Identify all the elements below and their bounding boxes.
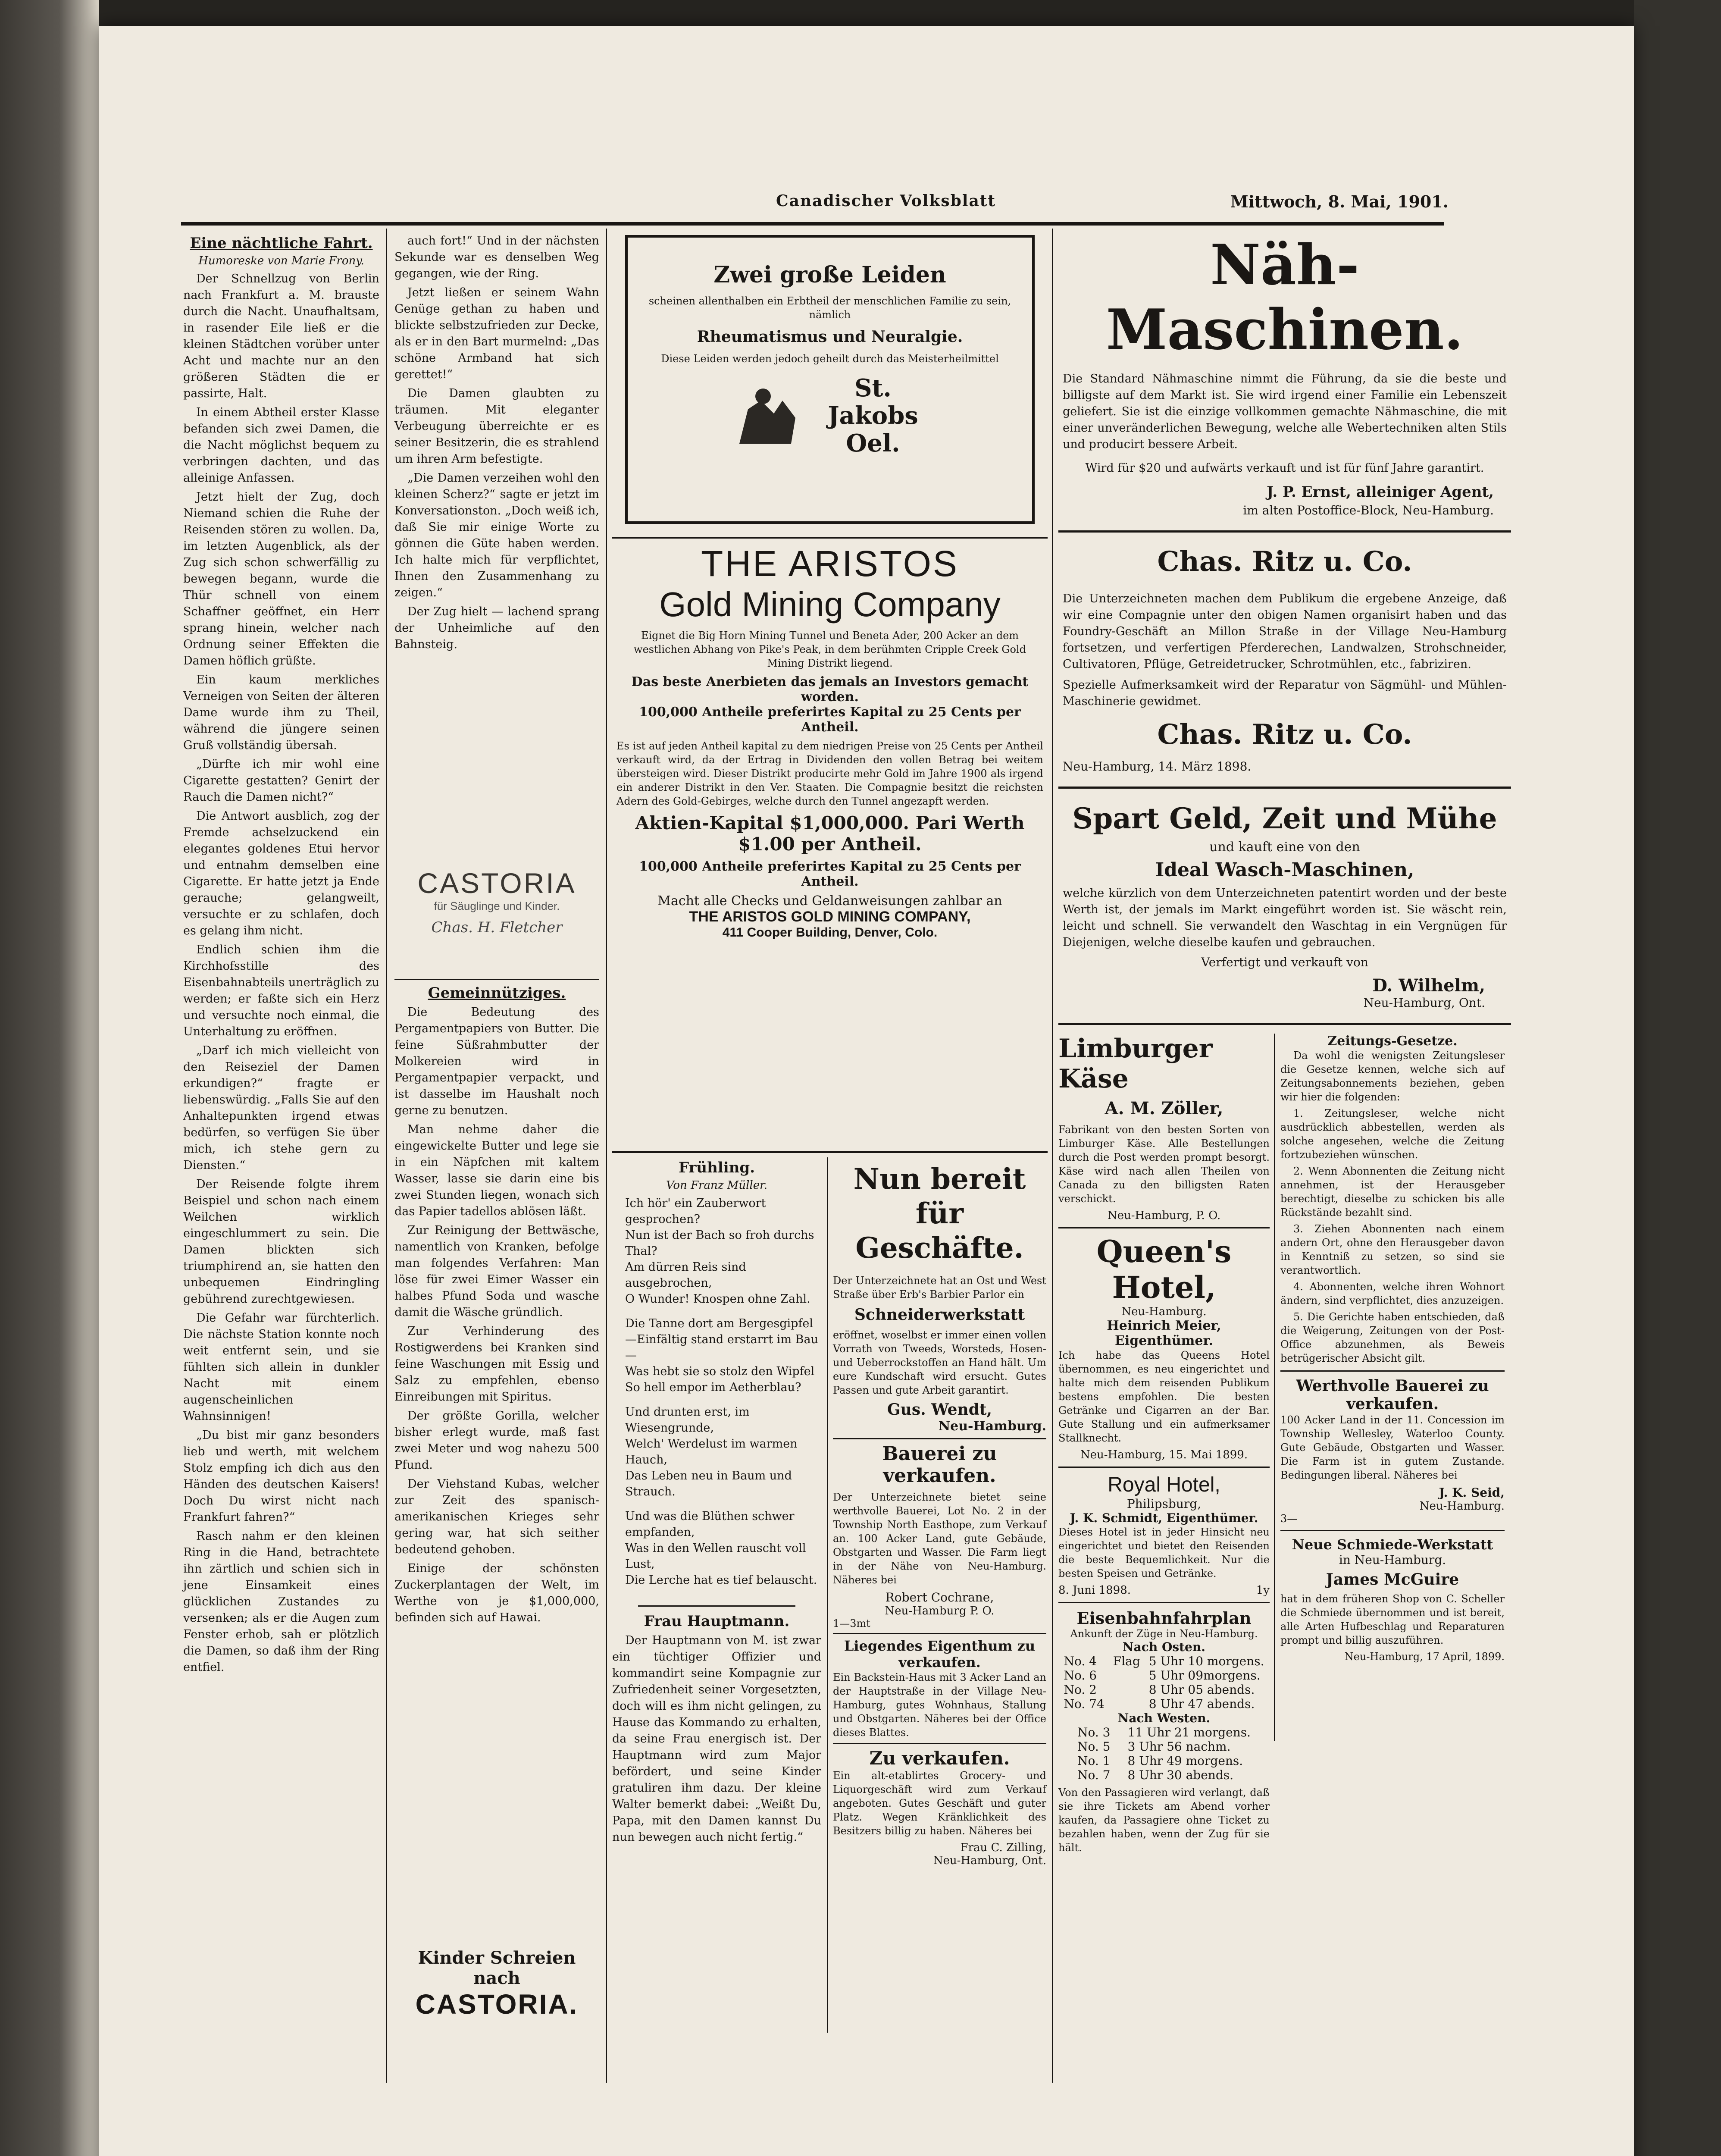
- paragraph: 1. Zeitungsleser, welche nicht ausdrücklich abbestellen, werden als solche angesehen, welche die Zeitung fortzubeziehen wünschen.: [1280, 1107, 1505, 1161]
- aristos-subtitle: Gold Mining Company: [659, 585, 1001, 624]
- poem-line: Und drunten erst, im Wiesengrunde,: [625, 1405, 750, 1435]
- timetable-cell: [1109, 1697, 1145, 1711]
- tailor-place: Neu-Hamburg.: [938, 1419, 1046, 1434]
- royal-hotel-title: Royal Hotel,: [1108, 1473, 1220, 1496]
- paragraph: Zur Reinigung der Bettwäsche, namentlich von Kranken, befolge man folgendes Verfahren: Man löse für zwei Eimer Wasser ein halbes Pfund Soda und wasche damit die Wäsche gründlich.: [394, 1224, 599, 1319]
- tailor-ad-text-2: eröffnet, woselbst er immer einen vollen Vorrath von Tweeds, Worsteds, Hosen- und Ueberrockstoffen an Hand hält. Um eure Kundschaft wird ersucht. Gutes Passen und gute Arbeit garantirt.: [833, 1329, 1046, 1396]
- paragraph: Da wohl die wenigsten Zeitungsleser die Gesetze kennen, welche sich auf Zeitungsabonnements beziehen, geben wir hier die folgenden:: [1280, 1050, 1505, 1103]
- aristos-ad: [612, 543, 1048, 1147]
- paragraph: Die Gefahr war fürchterlich. Die nächste Station konnte noch weit entfernt sein, und sie fühlten sich allein in dunkler Nacht mit einem augenscheinlichen Wahnsinnigen!: [183, 1311, 379, 1423]
- cheese-place: Neu-Hamburg, P. O.: [1107, 1209, 1221, 1222]
- queens-hotel-text: Ich habe das Queens Hotel übernommen, es neu eingerichtet und halte mich dem reisenden Publikum bestens empfohlen. Die besten Getränke und Cigarren an der Bar. Gute Stallung und ein aufmerksamer Stallknecht.: [1058, 1349, 1270, 1444]
- aristos-body: Es ist auf jeden Antheil kapital zu dem niedrigen Preise von 25 Cents per Antheil verkauft wird, da der Ertrag in Dividenden den vollen Betrag bei weitem übersteigen wird. Dieser Distrikt producirte mehr Gold im Jahre 1900 als irgend ein anderer Distrikt in den Ver. Staaten. Die Compagnie besitzt die reichsten Adern des Gold-Gebirges, welche durch den Tunnel angezapft werden.: [616, 740, 1043, 807]
- foundry-text-2: Spezielle Aufmerksamkeit wird der Reparatur von Sägmühl- und Mühlen-Maschinerie gewidmet.: [1063, 678, 1507, 708]
- column-4: [1058, 229, 1511, 2083]
- timetable-cell: No. 4: [1064, 1654, 1097, 1668]
- divider: [1280, 1370, 1505, 1372]
- divider: [1058, 530, 1511, 533]
- paragraph: „Darf ich mich vielleicht von den Reiseziel der Damen erkundigen?“ fragte er liebenswürdig. „Falls Sie auf den Anhaltepunkten irgend etwas bedürfen, so verfügen Sie über mich, ich stehe gern zu Diensten.“: [183, 1044, 379, 1172]
- royal-hotel-text: Dieses Hotel ist in jeder Hinsicht neu eingerichtet und bietet den Reisenden die beste Bequemlichkeit. Nur die besten Speisen und Getränke.: [1058, 1526, 1270, 1579]
- farm-sale-signature: Robert Cochrane,: [885, 1590, 994, 1604]
- paragraph: Der größte Gorilla, welcher bisher erlegt wurde, maß fast zwei Meter und wog nahezu 500 Pfund.: [394, 1409, 599, 1472]
- timetable-cell: 8 Uhr 49 morgens.: [1127, 1754, 1243, 1768]
- previous-page-edge: [0, 0, 99, 2156]
- timetable-west: [1073, 1725, 1255, 1782]
- royal-hotel-owner: J. K. Schmidt, Eigenthümer.: [1070, 1511, 1258, 1525]
- ad-subline: scheinen allenthalben ein Erbtheil der menschlichen Familie zu sein, nämlich: [648, 295, 1011, 321]
- aristos-company: THE ARISTOS GOLD MINING COMPANY,: [689, 909, 971, 925]
- timetable-cell: No. 3: [1077, 1725, 1111, 1739]
- paragraph: Der Reisende folgte ihrem Beispiel und schon nach einem Weilchen wirklich eingeschlummert zu sein. Die Damen blickten sich triumphirend an, sie hatten den unbequemen Eindringling gebührend zurechtgewiesen.: [183, 1178, 379, 1306]
- paragraph: auch fort!“ Und in der nächsten Sekunde war es denselben Weg gegangen, wie der Ring.: [394, 234, 599, 280]
- story-title: Frau Hauptmann.: [644, 1613, 790, 1630]
- washer-title: Spart Geld, Zeit und Mühe: [1072, 802, 1497, 835]
- royal-hotel-code: 1y: [1256, 1584, 1270, 1597]
- divider: [612, 1151, 1048, 1153]
- timetable-cell: 5 Uhr 10 morgens.: [1148, 1654, 1264, 1668]
- timetable-subtitle: Ankunft der Züge in Neu-Hamburg.: [1070, 1628, 1258, 1640]
- royal-hotel-footer: [1058, 1584, 1270, 1597]
- paragraph: Jetzt hielt der Zug, doch Niemand schien die Ruhe der Reisenden stören zu wollen. Da, im letzten Augenblick, als der Zug sich schon schwerfällig zu bewegen begann, wurde die Thür schnell von einem Schaffner geöffnet, ein Herr sprang hinein, welcher nach Ordnung seiner Effekten die Damen höflich grüßte.: [183, 490, 379, 667]
- castoria-signature: Chas. H. Fletcher: [431, 919, 563, 936]
- gemeinnuetziges-text: [394, 1004, 599, 1944]
- valuable-farm-text: 100 Acker Land in der 11. Concession im Township Wellesley, Waterloo County. Gute Gebäude, Obstgarten und Wasser. Die Farm ist in gutem Zustande. Bedingungen liberal. Näheres bei: [1280, 1414, 1505, 1481]
- washer-subtitle: und kauft eine von den: [1209, 840, 1360, 855]
- castoria-ad-large: [394, 1948, 599, 2020]
- farm-sale-title: Bauerei zu verkaufen.: [882, 1443, 997, 1487]
- column-1: [183, 233, 379, 2078]
- column-rule-inner: [1274, 1034, 1275, 1741]
- divider: [1058, 1467, 1270, 1468]
- poem-line: So hell empor im Aetherblau?: [625, 1381, 801, 1394]
- farm-sale-text: Der Unterzeichnete bietet seine werthvolle Bauerei, Lot No. 2 in der Township North Easthope, zum Verkauf an. 100 Acker Land, gute Gebäude, Obstgarten und Wasser. Die Farm liegt in der Nähe von Neu-Hamburg. Näheres bei: [833, 1491, 1046, 1586]
- timetable-row: [1073, 1739, 1255, 1754]
- section-title: Gemeinnütziges.: [428, 984, 566, 1002]
- foundry-signature: Chas. Ritz u. Co.: [1157, 718, 1412, 751]
- timetable-cell: No. 5: [1077, 1739, 1111, 1754]
- business-sale-signature: Frau C. Zilling,: [960, 1841, 1046, 1854]
- castoria-brand: CASTORIA: [417, 867, 576, 899]
- timetable-row: [1059, 1697, 1268, 1711]
- timetable-cell: [1109, 1668, 1145, 1683]
- paragraph: In einem Abtheil erster Klasse befanden sich zwei Damen, die die Nacht möglichst bequem zu verbringen dachten, und das alleinige Anfassen.: [183, 406, 379, 485]
- aristos-title: THE ARISTOS: [701, 543, 959, 584]
- subcolumn-right: [833, 1157, 1046, 2037]
- business-sale-place: Neu-Hamburg, Ont.: [933, 1854, 1046, 1867]
- timetable-title: Eisenbahnfahrplan: [1076, 1608, 1252, 1628]
- divider: [638, 1605, 795, 1607]
- paragraph: Der Zug hielt — lachend sprang der Unheimliche auf den Bahnsteig.: [394, 605, 599, 651]
- washer-text: welche kürzlich von dem Unterzeichneten patentirt worden und der beste Werth ist, der jemals im Markt eingeführt worden ist. Sie wäscht rein, leicht und schnell. Sie verwandelt den Waschtag in ein Vergnügen für Diejenigen, welche dieselbe kaufen und gebrauchen.: [1063, 887, 1507, 949]
- sewing-machine-place: im alten Postoffice-Block, Neu-Hamburg.: [1243, 503, 1494, 517]
- smithy-text: hat in dem früheren Shop von C. Scheller die Schmiede übernommen und ist bereit, alle Arten Hufbeschlag und Reparaturen prompt und billig auszuführen.: [1280, 1593, 1505, 1646]
- divider: [1058, 1023, 1511, 1025]
- poem-line: Nun ist der Bach so froh durchs Thal?: [625, 1228, 814, 1258]
- newspaper-law-title: Zeitungs-Gesetze.: [1327, 1034, 1458, 1049]
- timetable-cell: 8 Uhr 30 abends.: [1127, 1768, 1234, 1782]
- poem-line: O Wunder! Knospen ohne Zahl.: [625, 1292, 810, 1306]
- ad-illustration-row: [635, 374, 1025, 457]
- timetable-west-heading: Nach Westen.: [1117, 1711, 1211, 1725]
- paragraph: 4. Abonnenten, welche ihren Wohnort ändern, sind verpflichtet, dies anzuzeigen.: [1280, 1281, 1505, 1307]
- paragraph: Die Bedeutung des Pergamentpapiers von Butter. Die feine Süßrahmbutter der Molkereien wird in Pergamentpapier verpackt, und ist dasselbe im Haushalt noch gerne zu benutzen.: [394, 1006, 599, 1117]
- sewing-machine-agent: J. P. Ernst, alleiniger Agent,: [1266, 483, 1494, 501]
- sewing-machine-title: Näh-Maschinen.: [1106, 233, 1464, 362]
- aristos-intro: Eignet die Big Horn Mining Tunnel und Beneta Ader, 200 Acker an dem westlichen Abhang von Pike's Peak, in dem berühmten Cripple Creek Gold Mining Distrikt liegend.: [634, 630, 1026, 669]
- timetable-row: [1059, 1654, 1268, 1668]
- poem-line: —Einfältig stand erstarrt im Bau —: [625, 1333, 818, 1362]
- column-rule-1: [386, 229, 387, 2083]
- story-continuation: [394, 233, 599, 858]
- column-rule-inner: [827, 1157, 828, 2033]
- issue-date: Mittwoch, 8. Mai, 1901.: [1230, 192, 1449, 211]
- royal-hotel-date: 8. Juni 1898.: [1058, 1584, 1131, 1597]
- timetable-cell: No. 2: [1064, 1683, 1097, 1697]
- tailor-ad-text: Der Unterzeichnete hat an Ost und West Straße über Erb's Barbier Parlor ein: [833, 1275, 1046, 1300]
- aristos-capital: Aktien-Kapital $1,000,000. Pari Werth $1.00 per Antheil.: [635, 812, 1025, 855]
- sewing-machine-text: Die Standard Nähmaschine nimmt die Führung, da sie die beste und billigste auf dem Markt ist. Sie wird irgend einer Familie ein Lebenszeit geliefert. Sie ist die einzige vollkommen gemachte Nähmaschine, die mit einer unveränderlichen Bewegung, welche alle Webertechniken alten Stils und producirt bessere Arbeit.: [1063, 372, 1507, 451]
- timetable-note: Von den Passagieren wird verlangt, daß sie ihre Tickets am Abend vorher kaufen, da Passagiere ohne Ticket zu bezahlen haben, wenn der Zug für sie hält.: [1058, 1786, 1270, 1854]
- valuable-farm-place: Neu-Hamburg.: [1419, 1500, 1505, 1513]
- timetable-cell: 3 Uhr 56 nachm.: [1127, 1739, 1231, 1754]
- newspaper-law-text: [1280, 1049, 1505, 1365]
- timetable-cell: No. 74: [1064, 1697, 1105, 1711]
- aristos-best-offer: Das beste Anerbieten das jemals an Investors gemacht worden.: [631, 674, 1029, 705]
- castoria-subtitle: für Säuglinge und Kinder.: [434, 899, 560, 912]
- paragraph: Ein kaum merkliches Verneigen von Seiten der älteren Dame wurde ihm zu Theil, während die jüngere seinen Gruß vollständig übersah.: [183, 673, 379, 752]
- column-rule-2: [606, 229, 607, 2083]
- tailor-signature: Gus. Wendt,: [887, 1401, 992, 1419]
- ad-brand: St. Jakobs Oel.: [828, 374, 918, 458]
- business-sale-text: Ein alt-etablirtes Grocery- und Liquorgeschäft wird zum Verkauf angeboten. Gutes Geschäft und guter Platz. Wegen Kränklichkeit des Besitzers billig zu haben. Näheres bei: [833, 1770, 1046, 1837]
- divider: [833, 1438, 1046, 1439]
- divider: [833, 1743, 1046, 1744]
- queens-hotel-place: Neu-Hamburg.: [1121, 1305, 1207, 1318]
- castoria-tagline: Kinder Schreien nach: [418, 1948, 576, 1988]
- poem-line: Welch' Werdelust im warmen Hauch,: [625, 1437, 798, 1467]
- ad-headline: Zwei große Leiden: [713, 262, 946, 288]
- column-2: [394, 233, 599, 2078]
- binding-edge: [1634, 0, 1721, 2156]
- timetable-cell: [1114, 1739, 1123, 1754]
- washer-signature: D. Wilhelm,: [1372, 975, 1485, 996]
- paragraph: 2. Wenn Abonnenten die Zeitung nicht annehmen, ist der Herausgeber berechtigt, dieselbe zu schicken bis alle Rückstände bezahlt sind.: [1280, 1165, 1505, 1219]
- poem-line: [625, 1307, 821, 1316]
- timetable-east-heading: Nach Osten.: [1123, 1640, 1205, 1654]
- timetable-cell: [1114, 1725, 1123, 1739]
- divider: [394, 979, 599, 980]
- valuable-farm-code: 3—: [1280, 1513, 1298, 1525]
- timetable-cell: [1114, 1754, 1123, 1768]
- paragraph: Der Hauptmann von M. ist zwar ein tüchtiger Offizier und kommandirt seine Kompagnie zur Zufriedenheit seiner Vorgesetzten, doch will es ihm nicht gelingen, zu Hause das Kommando zu erhalten, da seine Frau energisch ist. Der Hauptmann wird zum Major befördert, und seine Kinder gratuliren ihm dazu. Der kleine Walter bemerkt dabei: „Weißt Du, Papa, mit den Damen kannst Du nun bewegen auch nicht fertig.“: [612, 1634, 821, 1844]
- aristos-offer: 100,000 Antheile preferirtes Kapital zu 25 Cents per Antheil.: [639, 859, 1021, 889]
- paragraph: „Die Damen verzeihen wohl den kleinen Scherz?“ sagte er jetzt im Konversationston. „Doch weiß ich, daß Sie mir einige Worte zu gönnen die Güte haben werden. Ich halte mich für verpflichtet, Ihnen den Zusammenhang zu zeigen.“: [394, 471, 599, 599]
- timetable-cell: 8 Uhr 05 abends.: [1148, 1683, 1255, 1697]
- tailor-shop-name: Schneiderwerkstatt: [854, 1306, 1025, 1324]
- paragraph: Endlich schien ihm die Kirchhofsstille des Eisenbahnabteils unerträglich zu werden; er faßte sich ein Herz und versuchte noch einmal, die Unterhaltung zu eröffnen.: [183, 943, 379, 1038]
- timetable-row: [1073, 1725, 1255, 1739]
- divider: [1058, 1227, 1270, 1228]
- tailor-ad-title: Nun bereit für Geschäfte.: [853, 1162, 1026, 1265]
- royal-hotel-place: Philipsburg,: [1126, 1497, 1202, 1511]
- poem-line: Ich hör' ein Zauberwort gesprochen?: [625, 1197, 766, 1226]
- cheese-seller: A. M. Zöller,: [1105, 1098, 1223, 1119]
- property-sale-text: Ein Backstein-Haus mit 3 Acker Land an der Hauptstraße in der Village Neu-Hamburg, gutes Wohnhaus, Stallung und Obstgarten. Näheres bei der Office dieses Blattes.: [833, 1671, 1046, 1739]
- paragraph: „Dürfte ich mir wohl eine Cigarette gestatten? Genirt der Rauch die Damen nicht?“: [183, 758, 379, 804]
- smithy-place: in Neu-Hamburg.: [1339, 1553, 1446, 1567]
- figure-illustration-icon: [731, 383, 804, 448]
- timetable-east: [1059, 1654, 1268, 1711]
- poem-byline: Von Franz Müller.: [666, 1179, 767, 1192]
- valuable-farm-title: Werthvolle Bauerei zu verkaufen.: [1296, 1377, 1489, 1413]
- divider: [1058, 787, 1511, 789]
- story-text: [612, 1633, 821, 1846]
- timetable-row: [1073, 1754, 1255, 1768]
- paragraph: „Du bist mir ganz besonders lieb und werth, mit welchem Stolz empfing ich dich aus den Händen des deutschen Kaisers! Doch Du wirst nicht nach Frankfurt fahren?“: [183, 1429, 379, 1524]
- ad-cure: Diese Leiden werden jedoch geheilt durch das Meisterheilmittel: [661, 353, 999, 365]
- cheese-title: Limburger Käse: [1058, 1034, 1213, 1094]
- paragraph: Man nehme daher die eingewickelte Butter und lege sie in ein Näpfchen mit kaltem Wasser, lasse sie darin eine bis zwei Stunden liegen, wonach sich das Papier tadellos ablösen läßt.: [394, 1123, 599, 1218]
- timetable-cell: Flag: [1113, 1654, 1140, 1668]
- timetable-cell: [1114, 1768, 1123, 1782]
- divider: [612, 537, 1048, 539]
- poem-line: Und was die Blüthen schwer empfanden,: [625, 1510, 795, 1539]
- paragraph: Jetzt ließen er seinem Wahn Genüge gethan zu haben und blickte selbstzufrieden zur Decke, als er in den Bart murmelnd: „Das schöne Armband hat sich gerettet!“: [394, 286, 599, 381]
- foundry-title: Chas. Ritz u. Co.: [1157, 545, 1412, 578]
- divider: [1058, 1602, 1270, 1603]
- washer-made-by: Verfertigt und verkauft von: [1201, 955, 1368, 969]
- poem-line: Was hebt sie so stolz den Wipfel: [625, 1365, 815, 1378]
- timetable-row: [1059, 1668, 1268, 1683]
- poem-line: Die Tanne dort am Bergesgipfel: [625, 1317, 814, 1330]
- aristos-address: 411 Cooper Building, Denver, Colo.: [722, 925, 938, 940]
- subcolumn-left: [612, 1157, 821, 2037]
- castoria-brand-large: CASTORIA.: [415, 1989, 579, 2020]
- ad-disease: Rheumatismus und Neuralgie.: [697, 328, 963, 346]
- cheese-text: Fabrikant von den besten Sorten von Limburger Käse. Alle Bestellungen durch die Post werden prompt besorgt. Käse wird nach allen Theilen von Canada zu den billigsten Raten verschickt.: [1058, 1124, 1270, 1205]
- property-sale-title: Liegendes Eigenthum zu verkaufen.: [844, 1638, 1036, 1670]
- timetable-cell: No. 1: [1077, 1754, 1111, 1768]
- divider: [833, 1633, 1046, 1634]
- divider: [1280, 1530, 1505, 1531]
- subcolumn-right: [1280, 1034, 1505, 1741]
- paragraph: Rasch nahm er den kleinen Ring in die Hand, betrachtete ihn zärtlich und schien sich in jene Einsamkeit eines glücklichen Zustandes zu versenken; als er die Augen zum Fenster erhob, sah er plötzlich die Damen, so daß ihm der Ring entfiel.: [183, 1529, 379, 1674]
- page-header: [172, 192, 1449, 218]
- paragraph: Einige der schönsten Zuckerplantagen der Welt, im Werthe von je $1,000,000, befinden sich auf Hawai.: [394, 1562, 599, 1624]
- column-3: [612, 231, 1048, 2085]
- paragraph: Zur Verhinderung des Rostigwerdens bei Kranken sind feine Waschungen mit Essig und Salz zu empfehlen, ebenso Einreibungen mit Spiritus.: [394, 1325, 599, 1404]
- valuable-farm-signature: J. K. Seid,: [1439, 1485, 1505, 1500]
- poem-line: Die Lerche hat es tief belauscht.: [625, 1573, 817, 1587]
- paragraph: 3. Ziehen Abonnenten nach einem andern Ort, ohne den Herausgeber davon in Kenntniß zu setzen, so sind sie verantwortlich.: [1280, 1223, 1505, 1276]
- paragraph: Der Viehstand Kubas, welcher zur Zeit des spanisch-amerikanischen Krieges sehr gering war, hat sich seither bedeutend gehoben.: [394, 1477, 599, 1556]
- st-jakobs-oel-ad: [625, 235, 1035, 524]
- timetable-cell: No. 7: [1077, 1768, 1111, 1782]
- castoria-ad-small: [394, 867, 599, 970]
- header-rule: [181, 222, 1444, 226]
- poem-line: Was in den Wellen rauscht voll Lust,: [625, 1542, 806, 1571]
- aristos-shares: 100,000 Antheile preferirtes Kapital zu 25 Cents per Antheil.: [639, 705, 1021, 735]
- queens-hotel-owner: Heinrich Meier, Eigenthümer.: [1107, 1318, 1221, 1348]
- washer-product: Ideal Wasch-Maschinen,: [1155, 859, 1414, 881]
- timetable-cell: 5 Uhr 09morgens.: [1148, 1668, 1261, 1683]
- paragraph: Der Schnellzug von Berlin nach Frankfurt a. M. brauste durch die Nacht. Unaufhaltsam, in rasender Eile ließ er die kleinen Städtchen vorüber unter Acht und machte nur an den größeren Städten die er passirte, Halt.: [183, 272, 379, 400]
- smithy-date: Neu-Hamburg, 17 April, 1899.: [1344, 1651, 1505, 1663]
- poem-line: [625, 1500, 821, 1508]
- timetable-cell: 11 Uhr 21 morgens.: [1127, 1725, 1251, 1739]
- sewing-machine-price: Wird für $20 und aufwärts verkauft und ist für fünf Jahre garantirt.: [1085, 461, 1484, 475]
- queens-hotel-date: Neu-Hamburg, 15. Mai 1899.: [1080, 1448, 1248, 1461]
- smithy-owner: James McGuire: [1326, 1570, 1459, 1589]
- story-byline: Humoreske von Marie Frony.: [198, 254, 364, 267]
- poem-title: Frühling.: [678, 1159, 755, 1176]
- timetable-row: [1073, 1768, 1255, 1782]
- farm-sale-place: Neu-Hamburg P. O.: [885, 1604, 995, 1617]
- paragraph: 5. Die Gerichte haben entschieden, daß die Weigerung, Zeitungen von der Post-Office abzunehmen, als Beweis betrügerischer Absicht gilt.: [1280, 1311, 1505, 1364]
- poem-line: Am dürren Reis sind ausgebrochen,: [625, 1260, 746, 1290]
- masthead: Canadischer Volksblatt: [776, 192, 996, 210]
- foundry-date: Neu-Hamburg, 14. März 1898.: [1063, 759, 1252, 774]
- timetable-cell: 8 Uhr 47 abends.: [1148, 1697, 1255, 1711]
- paragraph: Die Damen glaubten zu träumen. Mit eleganter Verbeugung überreichte er es seiner Besitzerin, die es strahlend um ihren Arm befestigte.: [394, 387, 599, 466]
- story-text: [183, 271, 379, 1676]
- washer-place: Neu-Hamburg, Ont.: [1363, 996, 1485, 1010]
- column-rule-3: [1052, 229, 1053, 2083]
- aristos-payable: Macht alle Checks und Geldanweisungen zahlbar an: [657, 893, 1002, 909]
- subcolumn-left: [1058, 1034, 1270, 1854]
- story-title: Eine nächtliche Fahrt.: [190, 235, 373, 252]
- poem: [612, 1195, 821, 1588]
- poem-line: [625, 1395, 821, 1404]
- farm-sale-code: 1—3mt: [833, 1617, 870, 1630]
- timetable-row: [1059, 1683, 1268, 1697]
- queens-hotel-title: Queen's Hotel,: [1096, 1234, 1232, 1305]
- paragraph: Die Antwort ausblich, zog der Fremde achselzuckend ein elegantes goldenes Etui hervor und entnahm demselben eine Cigarette. Er hatte jetzt ja Ende gerauche; gelangweilt, versuchte er zu schlafen, doch es gelang ihm nicht.: [183, 809, 379, 937]
- poem-line: Das Leben neu in Baum und Strauch.: [625, 1469, 792, 1498]
- foundry-text: Die Unterzeichneten machen dem Publikum die ergebene Anzeige, daß wir eine Compagnie unter den obigen Namen organisirt haben und das Foundry-Geschäft an Millon Straße in der Village Neu-Hamburg fortsetzen, und verfertigen Pferderechen, Landwalzen, Strohschneider, Cultivatoren, Pflüge, Getreidetrucker, Schrotmühlen, etc., fabriziren.: [1063, 592, 1507, 671]
- timetable-cell: [1109, 1683, 1145, 1697]
- business-sale-title: Zu verkaufen.: [869, 1748, 1010, 1769]
- timetable-cell: No. 6: [1064, 1668, 1097, 1683]
- smithy-title: Neue Schmiede-Werkstatt: [1292, 1536, 1493, 1553]
